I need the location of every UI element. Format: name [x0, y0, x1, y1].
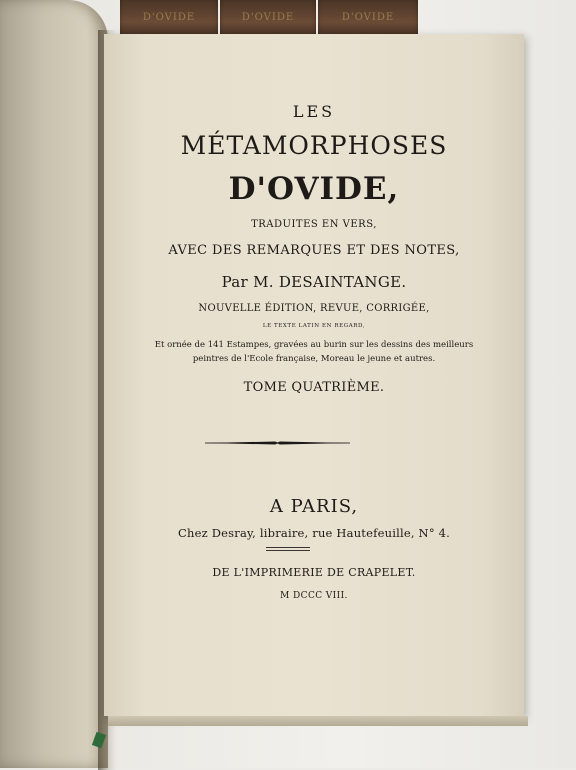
spine-title: D'OVIDE — [241, 12, 295, 23]
city-line: A PARIS, — [269, 496, 359, 517]
tome-line: TOME QUATRIÈME. — [243, 380, 385, 395]
title-metamorphoses: MÉTAMORPHOSES — [180, 131, 448, 160]
author-line: Par M. DESAINTANGE. — [221, 273, 407, 291]
subtitle-traduites: TRADUITES EN VERS, — [251, 219, 377, 230]
title-les: LES — [292, 102, 336, 121]
year-line: M DCCC VIII. — [280, 591, 348, 601]
double-rule-top — [266, 547, 310, 548]
latin-line: LE TEXTE LATIN EN REGARD, — [262, 323, 366, 329]
printer-line: DE L'IMPRIMERIE DE CRAPELET. — [212, 566, 416, 579]
title-dovide: D'OVIDE, — [228, 171, 400, 207]
spine-title: D'OVIDE — [142, 12, 196, 23]
double-rule-bottom — [266, 550, 310, 551]
ornamental-rule — [205, 440, 350, 446]
publisher-line: Chez Desray, libraire, rue Hautefeuille, N° 4. — [178, 526, 450, 540]
spine-title: D'OVIDE — [341, 12, 395, 23]
page-edge — [108, 716, 528, 726]
edition-line: NOUVELLE ÉDITION, REVUE, CORRIGÉE, — [198, 303, 430, 314]
ornee-line-1: Et ornée de 141 Estampes, gravées au burin sur les dessins des meilleurs — [154, 340, 474, 350]
subtitle-remarques: AVEC DES REMARQUES ET DES NOTES, — [168, 243, 460, 258]
ornee-line-2: peintres de l'Ecole française, Moreau le jeune et autres. — [192, 354, 436, 364]
left-page — [0, 0, 108, 768]
